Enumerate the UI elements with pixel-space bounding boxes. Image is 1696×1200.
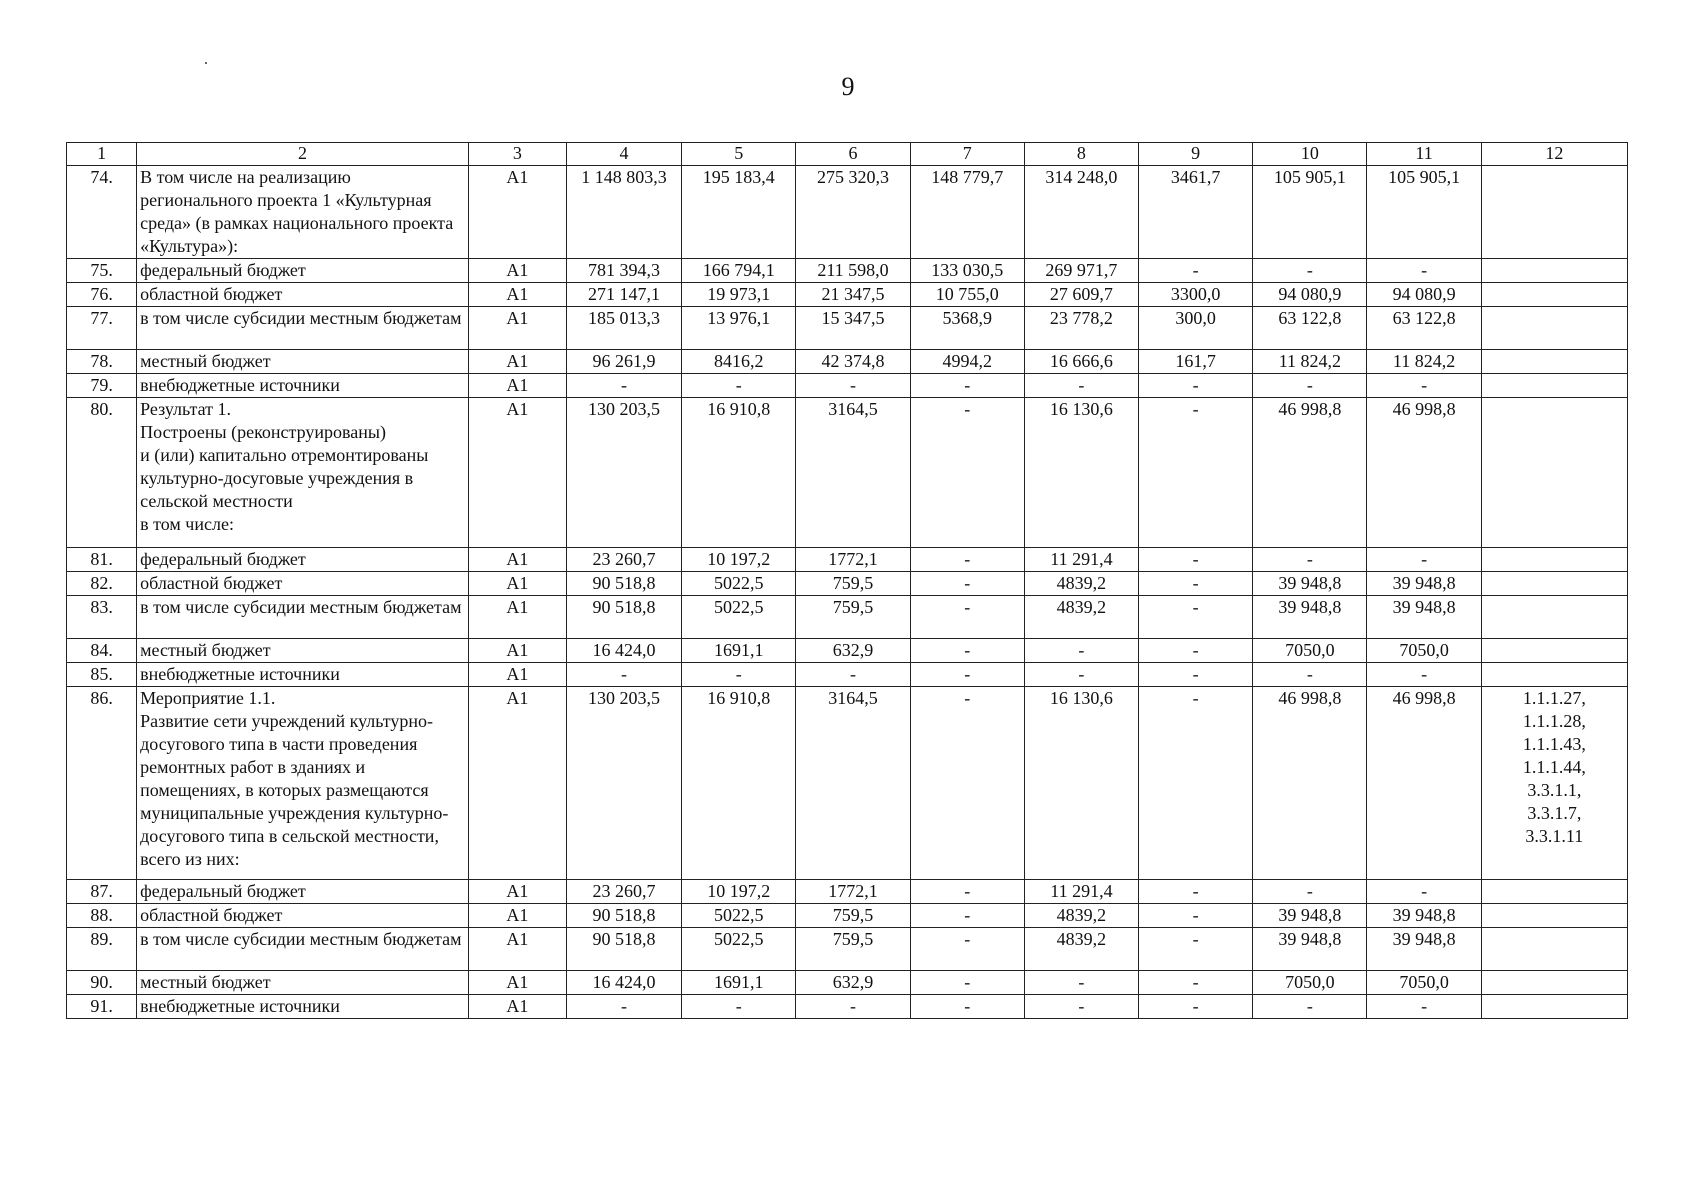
value-cell: 133 030,5 [910, 259, 1024, 283]
column-number-cell: 11 [1367, 143, 1481, 166]
value-cell: - [1139, 639, 1253, 663]
value-cell: 16 130,6 [1024, 398, 1138, 548]
row-number-cell: 78. [67, 350, 137, 374]
value-cell: 11 291,4 [1024, 548, 1138, 572]
value-cell: 3164,5 [796, 398, 910, 548]
value-cell: 3164,5 [796, 687, 910, 880]
value-cell: - [1253, 663, 1367, 687]
row-code-cell: А1 [468, 572, 566, 596]
value-cell: - [1367, 548, 1481, 572]
row-code-cell: А1 [468, 639, 566, 663]
value-cell: 3300,0 [1139, 283, 1253, 307]
value-cell: - [910, 374, 1024, 398]
table-row [67, 283, 1628, 307]
reference-cell [1481, 971, 1627, 995]
value-cell: - [910, 398, 1024, 548]
value-cell: 16 910,8 [682, 398, 796, 548]
value-cell: 39 948,8 [1367, 572, 1481, 596]
scan-speck [205, 62, 207, 64]
value-cell: 39 948,8 [1253, 904, 1367, 928]
reference-cell [1481, 374, 1627, 398]
row-code-cell: А1 [468, 398, 566, 548]
value-cell: 90 518,8 [566, 904, 681, 928]
table-row [67, 971, 1628, 995]
value-cell: 7050,0 [1367, 639, 1481, 663]
column-number-cell: 6 [796, 143, 910, 166]
reference-cell [1481, 904, 1627, 928]
value-cell: - [1139, 995, 1253, 1019]
value-cell: 13 976,1 [682, 307, 796, 350]
row-code-cell: А1 [468, 995, 566, 1019]
value-cell: 105 905,1 [1367, 166, 1481, 259]
value-cell: 275 320,3 [796, 166, 910, 259]
table-row [67, 639, 1628, 663]
value-cell: - [796, 374, 910, 398]
value-cell: 759,5 [796, 928, 910, 971]
value-cell: 271 147,1 [566, 283, 681, 307]
column-number-cell: 7 [910, 143, 1024, 166]
table-row [67, 259, 1628, 283]
value-cell: 39 948,8 [1367, 596, 1481, 639]
reference-cell [1481, 350, 1627, 374]
value-cell: - [910, 880, 1024, 904]
table-row [67, 928, 1628, 971]
value-cell: 3461,7 [1139, 166, 1253, 259]
value-cell: - [910, 928, 1024, 971]
row-name-cell: местный бюджет [137, 971, 469, 995]
value-cell: - [1253, 259, 1367, 283]
row-code-cell: А1 [468, 928, 566, 971]
row-name-cell: областной бюджет [137, 283, 469, 307]
value-cell: 23 260,7 [566, 548, 681, 572]
value-cell: 16 910,8 [682, 687, 796, 880]
value-cell: 4839,2 [1024, 596, 1138, 639]
table-row [67, 904, 1628, 928]
row-name-cell: федеральный бюджет [137, 548, 469, 572]
row-code-cell: А1 [468, 880, 566, 904]
row-code-cell: А1 [468, 259, 566, 283]
value-cell: 314 248,0 [1024, 166, 1138, 259]
value-cell: 21 347,5 [796, 283, 910, 307]
value-cell: 7050,0 [1253, 639, 1367, 663]
value-cell: 105 905,1 [1253, 166, 1367, 259]
row-number-cell: 91. [67, 995, 137, 1019]
value-cell: 90 518,8 [566, 572, 681, 596]
budget-table [66, 142, 1628, 1019]
value-cell: 1772,1 [796, 880, 910, 904]
value-cell: 11 291,4 [1024, 880, 1138, 904]
reference-cell [1481, 880, 1627, 904]
reference-cell [1481, 307, 1627, 350]
value-cell: 63 122,8 [1367, 307, 1481, 350]
value-cell: - [1024, 995, 1138, 1019]
row-code-cell: А1 [468, 374, 566, 398]
value-cell: - [1139, 928, 1253, 971]
value-cell: 46 998,8 [1253, 398, 1367, 548]
value-cell: - [910, 596, 1024, 639]
row-name-cell: внебюджетные источники [137, 663, 469, 687]
column-number-cell: 5 [682, 143, 796, 166]
row-name-cell: в том числе субсидии местным бюджетам [137, 596, 469, 639]
value-cell: - [682, 374, 796, 398]
value-cell: 759,5 [796, 596, 910, 639]
value-cell: - [1253, 995, 1367, 1019]
value-cell: 759,5 [796, 904, 910, 928]
value-cell: 7050,0 [1367, 971, 1481, 995]
reference-cell [1481, 596, 1627, 639]
row-number-cell: 88. [67, 904, 137, 928]
reference-cell [1481, 166, 1627, 259]
value-cell: - [566, 374, 681, 398]
value-cell: - [910, 572, 1024, 596]
row-name-cell: федеральный бюджет [137, 880, 469, 904]
value-cell: 16 424,0 [566, 639, 681, 663]
row-code-cell: А1 [468, 350, 566, 374]
row-name-cell: местный бюджет [137, 350, 469, 374]
value-cell: 781 394,3 [566, 259, 681, 283]
value-cell: 5368,9 [910, 307, 1024, 350]
value-cell: - [1024, 663, 1138, 687]
value-cell: 185 013,3 [566, 307, 681, 350]
value-cell: - [910, 687, 1024, 880]
value-cell: 19 973,1 [682, 283, 796, 307]
value-cell: - [910, 904, 1024, 928]
value-cell: 7050,0 [1253, 971, 1367, 995]
value-cell: 11 824,2 [1253, 350, 1367, 374]
value-cell: - [1139, 548, 1253, 572]
reference-cell [1481, 663, 1627, 687]
row-code-cell: А1 [468, 663, 566, 687]
value-cell: 1691,1 [682, 639, 796, 663]
value-cell: 5022,5 [682, 572, 796, 596]
row-code-cell: А1 [468, 971, 566, 995]
column-number-cell: 9 [1139, 143, 1253, 166]
value-cell: 4839,2 [1024, 928, 1138, 971]
row-name-cell: внебюджетные источники [137, 995, 469, 1019]
row-name-cell: в том числе субсидии местным бюджетам [137, 928, 469, 971]
value-cell: - [1139, 259, 1253, 283]
row-name-cell: В том числе на реализацию регионального проекта 1 «Культурная среда» (в рамках национального проекта «Культура»): [137, 166, 469, 259]
value-cell: 39 948,8 [1253, 596, 1367, 639]
value-cell: - [1367, 880, 1481, 904]
value-cell: 16 130,6 [1024, 687, 1138, 880]
value-cell: - [1139, 398, 1253, 548]
value-cell: - [566, 663, 681, 687]
row-name-cell: внебюджетные источники [137, 374, 469, 398]
table-row [67, 350, 1628, 374]
row-code-cell: А1 [468, 596, 566, 639]
value-cell: - [1139, 663, 1253, 687]
row-code-cell: А1 [468, 548, 566, 572]
row-name-cell: областной бюджет [137, 904, 469, 928]
value-cell: - [1139, 904, 1253, 928]
value-cell: 46 998,8 [1253, 687, 1367, 880]
value-cell: - [1139, 374, 1253, 398]
reference-cell [1481, 548, 1627, 572]
row-code-cell: А1 [468, 166, 566, 259]
column-number-cell: 1 [67, 143, 137, 166]
row-number-cell: 77. [67, 307, 137, 350]
row-number-cell: 83. [67, 596, 137, 639]
value-cell: - [910, 995, 1024, 1019]
value-cell: 632,9 [796, 639, 910, 663]
reference-cell [1481, 398, 1627, 548]
value-cell: - [1367, 995, 1481, 1019]
table-row [67, 687, 1628, 880]
value-cell: 27 609,7 [1024, 283, 1138, 307]
row-number-cell: 90. [67, 971, 137, 995]
row-name-cell: областной бюджет [137, 572, 469, 596]
row-number-cell: 87. [67, 880, 137, 904]
value-cell: 632,9 [796, 971, 910, 995]
value-cell: 130 203,5 [566, 687, 681, 880]
reference-cell [1481, 995, 1627, 1019]
table-row [67, 398, 1628, 548]
value-cell: 39 948,8 [1253, 928, 1367, 971]
table-row [67, 572, 1628, 596]
value-cell: 10 197,2 [682, 548, 796, 572]
table-body [67, 143, 1628, 1019]
value-cell: 4839,2 [1024, 572, 1138, 596]
value-cell: 23 778,2 [1024, 307, 1138, 350]
value-cell: 16 424,0 [566, 971, 681, 995]
reference-cell [1481, 928, 1627, 971]
value-cell: - [1024, 971, 1138, 995]
value-cell: 46 998,8 [1367, 398, 1481, 548]
column-number-cell: 3 [468, 143, 566, 166]
row-number-cell: 74. [67, 166, 137, 259]
value-cell: 5022,5 [682, 904, 796, 928]
row-name-cell: федеральный бюджет [137, 259, 469, 283]
value-cell: 42 374,8 [796, 350, 910, 374]
value-cell: - [796, 663, 910, 687]
reference-cell [1481, 639, 1627, 663]
value-cell: - [1367, 663, 1481, 687]
value-cell: 90 518,8 [566, 928, 681, 971]
value-cell: - [1367, 374, 1481, 398]
value-cell: - [1139, 596, 1253, 639]
row-number-cell: 82. [67, 572, 137, 596]
value-cell: - [910, 971, 1024, 995]
value-cell: 269 971,7 [1024, 259, 1138, 283]
value-cell: 39 948,8 [1253, 572, 1367, 596]
value-cell: 8416,2 [682, 350, 796, 374]
column-number-cell: 2 [137, 143, 469, 166]
value-cell: - [566, 995, 681, 1019]
row-number-cell: 86. [67, 687, 137, 880]
row-name-cell: Мероприятие 1.1. Развитие сети учреждений культурно-досугового типа в части проведения ремонтных работ в зданиях и помещениях, в которых размещаются муниципальные учреждения культурно-досугового типа в сельской местности, всего из них: [137, 687, 469, 880]
row-number-cell: 85. [67, 663, 137, 687]
row-number-cell: 81. [67, 548, 137, 572]
row-number-cell: 75. [67, 259, 137, 283]
row-number-cell: 76. [67, 283, 137, 307]
value-cell: 300,0 [1139, 307, 1253, 350]
value-cell: 161,7 [1139, 350, 1253, 374]
table-row [67, 995, 1628, 1019]
row-code-cell: А1 [468, 307, 566, 350]
row-number-cell: 80. [67, 398, 137, 548]
value-cell: 15 347,5 [796, 307, 910, 350]
value-cell: - [796, 995, 910, 1019]
value-cell: 4994,2 [910, 350, 1024, 374]
value-cell: 46 998,8 [1367, 687, 1481, 880]
value-cell: - [910, 548, 1024, 572]
value-cell: 23 260,7 [566, 880, 681, 904]
row-code-cell: А1 [468, 283, 566, 307]
value-cell: - [1024, 374, 1138, 398]
value-cell: 211 598,0 [796, 259, 910, 283]
value-cell: 4839,2 [1024, 904, 1138, 928]
table-row [67, 166, 1628, 259]
value-cell: 63 122,8 [1253, 307, 1367, 350]
value-cell: 1772,1 [796, 548, 910, 572]
value-cell: 10 755,0 [910, 283, 1024, 307]
table-row [67, 374, 1628, 398]
value-cell: 16 666,6 [1024, 350, 1138, 374]
row-code-cell: А1 [468, 687, 566, 880]
value-cell: - [1253, 374, 1367, 398]
value-cell: 759,5 [796, 572, 910, 596]
value-cell: 10 197,2 [682, 880, 796, 904]
value-cell: 148 779,7 [910, 166, 1024, 259]
column-number-cell: 10 [1253, 143, 1367, 166]
value-cell: 39 948,8 [1367, 904, 1481, 928]
reference-cell [1481, 283, 1627, 307]
value-cell: - [1139, 880, 1253, 904]
row-number-cell: 79. [67, 374, 137, 398]
value-cell: 5022,5 [682, 928, 796, 971]
row-code-cell: А1 [468, 904, 566, 928]
value-cell: - [910, 663, 1024, 687]
value-cell: 5022,5 [682, 596, 796, 639]
reference-cell [1481, 572, 1627, 596]
value-cell: - [1024, 639, 1138, 663]
row-name-cell: Результат 1. Построены (реконструированы) и (или) капитально отремонтированы культурно-досуговые учреждения в сельской местности в том числе: [137, 398, 469, 548]
page-number: 9 [841, 72, 855, 101]
row-number-cell: 84. [67, 639, 137, 663]
value-cell: 11 824,2 [1367, 350, 1481, 374]
value-cell: - [910, 639, 1024, 663]
value-cell: 39 948,8 [1367, 928, 1481, 971]
reference-cell [1481, 259, 1627, 283]
value-cell: 195 183,4 [682, 166, 796, 259]
reference-cell: 1.1.1.27, 1.1.1.28, 1.1.1.43, 1.1.1.44, 3.3.1.1, 3.3.1.7, 3.3.1.11 [1481, 687, 1627, 880]
value-cell: - [1139, 971, 1253, 995]
value-cell: 1 148 803,3 [566, 166, 681, 259]
table-row [67, 307, 1628, 350]
row-name-cell: в том числе субсидии местным бюджетам [137, 307, 469, 350]
column-number-cell: 8 [1024, 143, 1138, 166]
value-cell: 166 794,1 [682, 259, 796, 283]
table-row [67, 880, 1628, 904]
table-row [67, 596, 1628, 639]
value-cell: - [1139, 572, 1253, 596]
value-cell: 130 203,5 [566, 398, 681, 548]
table-row [67, 548, 1628, 572]
column-number-cell: 4 [566, 143, 681, 166]
table-row [67, 663, 1628, 687]
value-cell: 96 261,9 [566, 350, 681, 374]
value-cell: 94 080,9 [1367, 283, 1481, 307]
value-cell: - [1139, 687, 1253, 880]
value-cell: - [1367, 259, 1481, 283]
value-cell: - [1253, 880, 1367, 904]
row-name-cell: местный бюджет [137, 639, 469, 663]
value-cell: - [682, 995, 796, 1019]
row-number-cell: 89. [67, 928, 137, 971]
value-cell: 1691,1 [682, 971, 796, 995]
column-number-cell: 12 [1481, 143, 1627, 166]
value-cell: - [1253, 548, 1367, 572]
column-number-row [67, 143, 1628, 166]
value-cell: 94 080,9 [1253, 283, 1367, 307]
value-cell: 90 518,8 [566, 596, 681, 639]
value-cell: - [682, 663, 796, 687]
